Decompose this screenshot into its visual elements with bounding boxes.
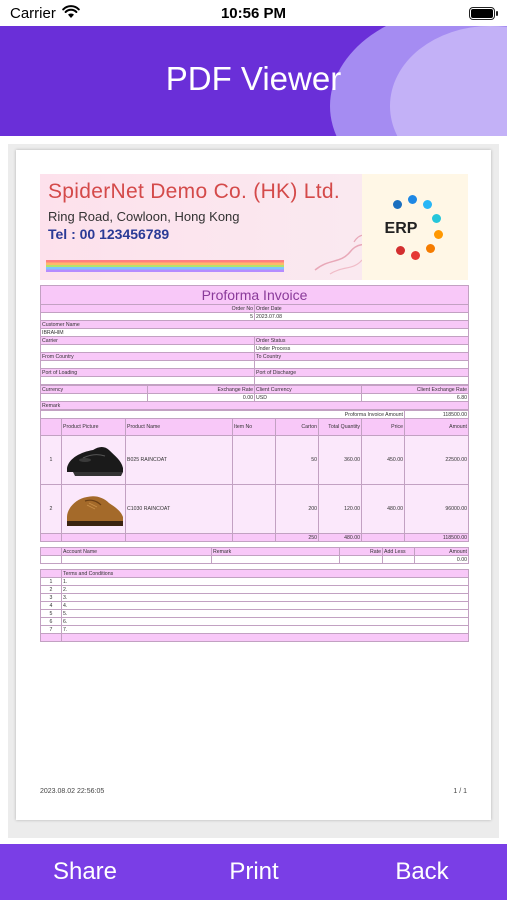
product-name: B025 RAINCOAT bbox=[126, 436, 233, 485]
to-country-value bbox=[255, 361, 469, 369]
product-index: 1 bbox=[41, 436, 62, 485]
product-row bbox=[41, 436, 469, 485]
customer-name-value: IBRAHIM bbox=[41, 329, 469, 337]
logo-dot bbox=[396, 246, 405, 255]
battery-icon bbox=[469, 7, 495, 20]
client-exchange-rate-label: Client Exchange Rate bbox=[362, 386, 469, 394]
client-currency-label: Client Currency bbox=[255, 386, 362, 394]
account-cell bbox=[62, 556, 212, 564]
logo-dot bbox=[393, 200, 402, 209]
pdf-viewer[interactable] bbox=[8, 144, 499, 838]
order-no-value: 5 bbox=[41, 313, 255, 321]
product-name: C1030 RAINCOAT bbox=[126, 485, 233, 534]
product-price: 450.00 bbox=[362, 436, 405, 485]
product-amount: 22500.00 bbox=[405, 436, 469, 485]
term-text: 3. bbox=[62, 594, 469, 602]
totals-cell bbox=[233, 534, 276, 542]
company-address: Ring Road, Cowloon, Hong Kong bbox=[48, 209, 240, 224]
printed-timestamp: 2023.08.02 22:56:05 bbox=[40, 788, 105, 795]
terms-index-header bbox=[41, 570, 62, 578]
currency-label: Currency bbox=[41, 386, 148, 394]
rate-header: Rate bbox=[340, 548, 383, 556]
account-cell bbox=[340, 556, 383, 564]
products-table bbox=[40, 410, 469, 542]
from-country-label: From Country bbox=[41, 353, 255, 361]
product-amount: 96000.00 bbox=[405, 485, 469, 534]
term-text: 5. bbox=[62, 610, 469, 618]
term-text: 6. bbox=[62, 618, 469, 626]
totals-cell bbox=[62, 534, 126, 542]
term-index: 1 bbox=[41, 578, 62, 586]
port-loading-label: Port of Loading bbox=[41, 369, 255, 377]
total-amount: 118500.00 bbox=[405, 534, 469, 542]
carrier-value bbox=[41, 345, 255, 353]
company-tel: Tel : 00 123456789 bbox=[48, 226, 170, 242]
carrier-label: Carrier bbox=[41, 337, 255, 345]
terms-table bbox=[40, 569, 469, 642]
currency-table bbox=[40, 385, 469, 410]
invoice-header-table bbox=[40, 285, 469, 385]
product-row bbox=[41, 485, 469, 534]
customer-name-label: Customer Name bbox=[41, 321, 469, 329]
product-price: 480.00 bbox=[362, 485, 405, 534]
black-shoe-image bbox=[63, 438, 126, 482]
client-currency-value: USD bbox=[255, 394, 362, 402]
carton-header: Carton bbox=[276, 419, 319, 436]
order-status-label: Order Status bbox=[255, 337, 469, 345]
terms-label: Terms and Conditions bbox=[62, 570, 469, 578]
account-name-header: Account Name bbox=[62, 548, 212, 556]
total-quantity: 480.00 bbox=[319, 534, 362, 542]
from-country-value bbox=[41, 361, 255, 369]
total-carton: 250 bbox=[276, 534, 319, 542]
status-bar bbox=[0, 0, 507, 26]
brown-shoe-image bbox=[63, 487, 126, 531]
order-no-label: Order No bbox=[41, 305, 255, 313]
add-less-header: Add Less bbox=[383, 548, 415, 556]
product-quantity: 360.00 bbox=[319, 436, 362, 485]
product-name-header: Product Name bbox=[126, 419, 233, 436]
page-indicator: 1 / 1 bbox=[453, 788, 467, 795]
client-exchange-rate-value: 6.80 bbox=[362, 394, 469, 402]
item-no bbox=[233, 436, 276, 485]
pdf-page bbox=[16, 150, 491, 820]
product-carton: 50 bbox=[276, 436, 319, 485]
term-text: 1. bbox=[62, 578, 469, 586]
item-no bbox=[233, 485, 276, 534]
amount-header: Amount bbox=[405, 419, 469, 436]
invoice-document bbox=[40, 174, 468, 642]
order-date-value: 2023.07.08 bbox=[255, 313, 469, 321]
port-discharge-value bbox=[255, 377, 469, 385]
order-status-value: Under Process bbox=[255, 345, 469, 353]
logo-dot bbox=[408, 195, 417, 204]
totals-cell bbox=[126, 534, 233, 542]
page-title: PDF Viewer bbox=[165, 60, 342, 97]
product-carton: 200 bbox=[276, 485, 319, 534]
term-index: 5 bbox=[41, 610, 62, 618]
app-header bbox=[0, 26, 507, 136]
erp-logo-text: ERP bbox=[384, 220, 418, 237]
term-text: 4. bbox=[62, 602, 469, 610]
term-index: 2 bbox=[41, 586, 62, 594]
account-cell bbox=[41, 556, 62, 564]
item-no-header: Item No bbox=[233, 419, 276, 436]
account-cell bbox=[212, 556, 340, 564]
logo-dot bbox=[411, 251, 420, 260]
account-index-header bbox=[41, 548, 62, 556]
order-date-label: Order Date bbox=[255, 305, 469, 313]
back-button[interactable]: Back bbox=[395, 858, 449, 885]
term-index: 3 bbox=[41, 594, 62, 602]
totals-cell bbox=[41, 534, 62, 542]
product-quantity: 120.00 bbox=[319, 485, 362, 534]
invoice-amount-label: Proforma Invoice Amount bbox=[41, 411, 405, 419]
totals-row bbox=[41, 534, 469, 542]
currency-value bbox=[41, 394, 148, 402]
account-amount-header: Amount bbox=[415, 548, 469, 556]
term-text: 2. bbox=[62, 586, 469, 594]
logo-dot bbox=[426, 244, 435, 253]
account-total: 0.00 bbox=[415, 556, 469, 564]
totals-cell bbox=[362, 534, 405, 542]
account-remark-header: Remark bbox=[212, 548, 340, 556]
to-country-label: To Country bbox=[255, 353, 469, 361]
logo-dot bbox=[423, 200, 432, 209]
total-quantity-header: Total Quantity bbox=[319, 419, 362, 436]
product-picture-header: Product Picture bbox=[62, 419, 126, 436]
product-picture bbox=[62, 485, 126, 534]
invoice-amount-value: 118500.00 bbox=[405, 411, 469, 419]
term-index: 7 bbox=[41, 626, 62, 634]
company-banner bbox=[40, 174, 468, 280]
carrier-label: Carrier bbox=[10, 5, 56, 22]
invoice-title: Proforma Invoice bbox=[41, 286, 469, 305]
account-table bbox=[40, 547, 469, 564]
bottom-toolbar bbox=[0, 844, 507, 900]
term-index: 4 bbox=[41, 602, 62, 610]
product-index: 2 bbox=[41, 485, 62, 534]
price-header: Price bbox=[362, 419, 405, 436]
exchange-rate-label: Exchange Rate bbox=[148, 386, 255, 394]
product-picture bbox=[62, 436, 126, 485]
port-discharge-label: Port of Discharge bbox=[255, 369, 469, 377]
terms-footer-cell bbox=[41, 634, 62, 642]
term-index: 6 bbox=[41, 618, 62, 626]
clock: 10:56 PM bbox=[220, 5, 287, 22]
index-header bbox=[41, 419, 62, 436]
rainbow-stripes bbox=[46, 260, 284, 272]
erp-logo bbox=[362, 174, 468, 280]
term-text: 7. bbox=[62, 626, 469, 634]
share-button[interactable]: Share bbox=[52, 858, 118, 885]
port-loading-value bbox=[41, 377, 255, 385]
terms-footer-cell bbox=[62, 634, 469, 642]
remark-label: Remark bbox=[41, 402, 469, 410]
print-button[interactable]: Print bbox=[229, 858, 279, 885]
exchange-rate-value: 0.00 bbox=[148, 394, 255, 402]
account-cell bbox=[383, 556, 415, 564]
company-name: SpiderNet Demo Co. (HK) Ltd. bbox=[48, 180, 341, 203]
